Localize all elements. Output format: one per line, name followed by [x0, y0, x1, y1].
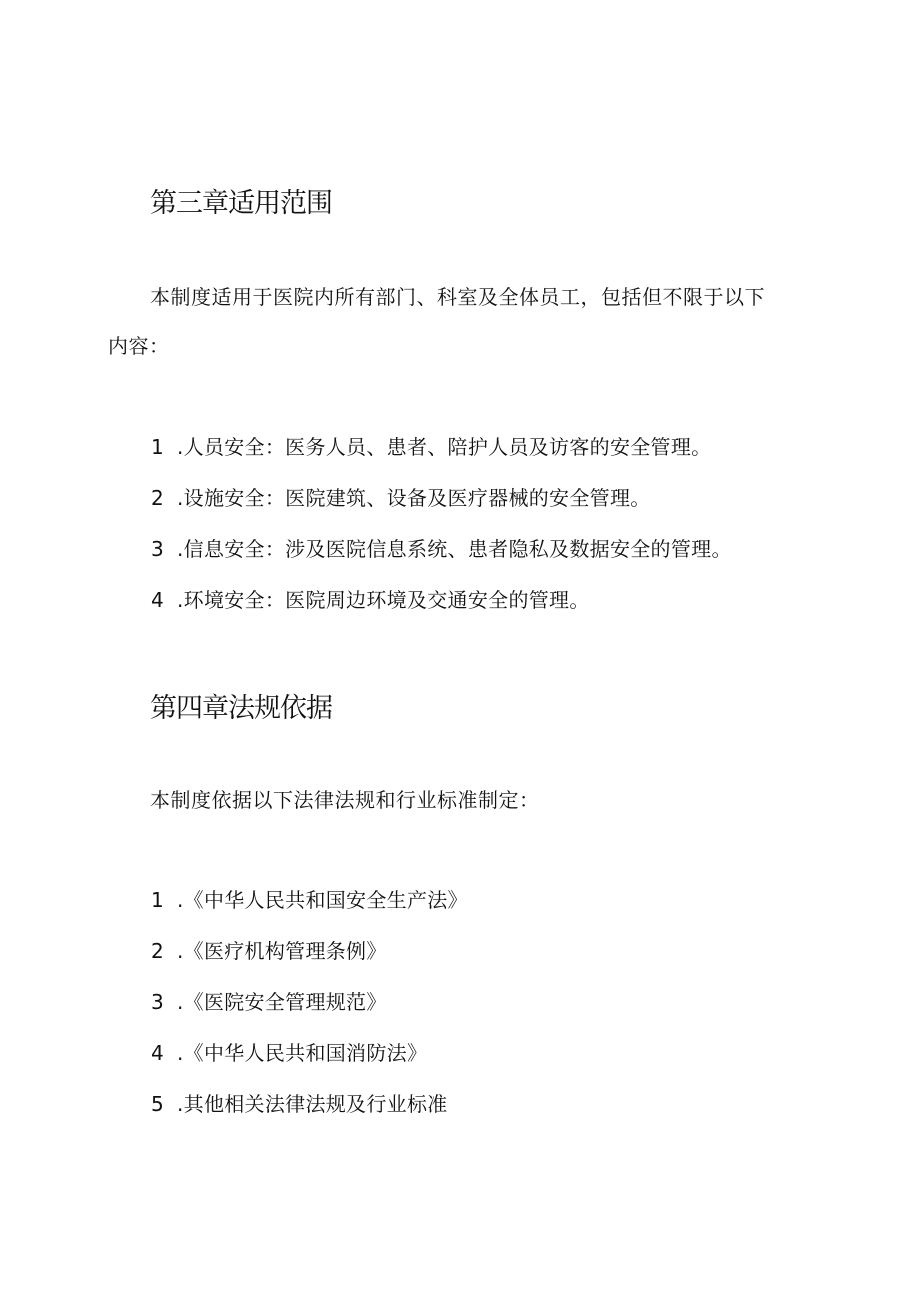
list-item-number: 3: [151, 537, 165, 561]
list-item-number: 5: [151, 1092, 165, 1116]
list-item-number: 1: [151, 435, 165, 459]
list-item: [151, 533, 732, 562]
list-item-number: 2: [151, 486, 165, 510]
list-item: [151, 482, 651, 511]
list-item-number: 4: [151, 588, 165, 612]
chapter3-intro-line2: 内容：: [108, 334, 170, 358]
list-item-text: .《医疗机构管理条例》: [177, 939, 387, 963]
list-item-number: 4: [151, 1041, 165, 1065]
list-item-text: .《医院安全管理规范》: [177, 990, 387, 1014]
list-item-text: .设施安全：医院建筑、设备及医疗器械的安全管理。: [177, 486, 651, 510]
list-item-text: .环境安全：医院周边环境及交通安全的管理。: [177, 588, 590, 612]
list-item-text: .信息安全：涉及医院信息系统、患者隐私及数据安全的管理。: [177, 537, 732, 561]
chapter3-title: 第三章适用范围: [150, 188, 332, 219]
list-item-text: .《中华人民共和国消防法》: [177, 1041, 428, 1065]
list-item-number: 2: [151, 939, 165, 963]
list-item-number: 1: [151, 888, 165, 912]
list-item-text: .《中华人民共和国安全生产法》: [177, 888, 468, 912]
chapter4-intro: 本制度依据以下法律法规和行业标准制定：: [150, 788, 540, 812]
list-item: [151, 1037, 427, 1066]
list-item: [151, 1088, 448, 1117]
list-item: [151, 935, 387, 964]
list-item-text: .人员安全：医务人员、患者、陪护人员及访客的安全管理。: [177, 435, 712, 459]
chapter4-title: 第四章法规依据: [150, 693, 332, 724]
list-item-text: .其他相关法律法规及行业标准: [177, 1092, 448, 1116]
chapter3-intro-line1: 本制度适用于医院内所有部门、科室及全体员工，包括但不限于以下: [150, 285, 765, 309]
list-item-number: 3: [151, 990, 165, 1014]
list-item: [151, 884, 468, 913]
list-item: [151, 584, 590, 613]
list-item: [151, 986, 387, 1015]
list-item: [151, 431, 711, 460]
